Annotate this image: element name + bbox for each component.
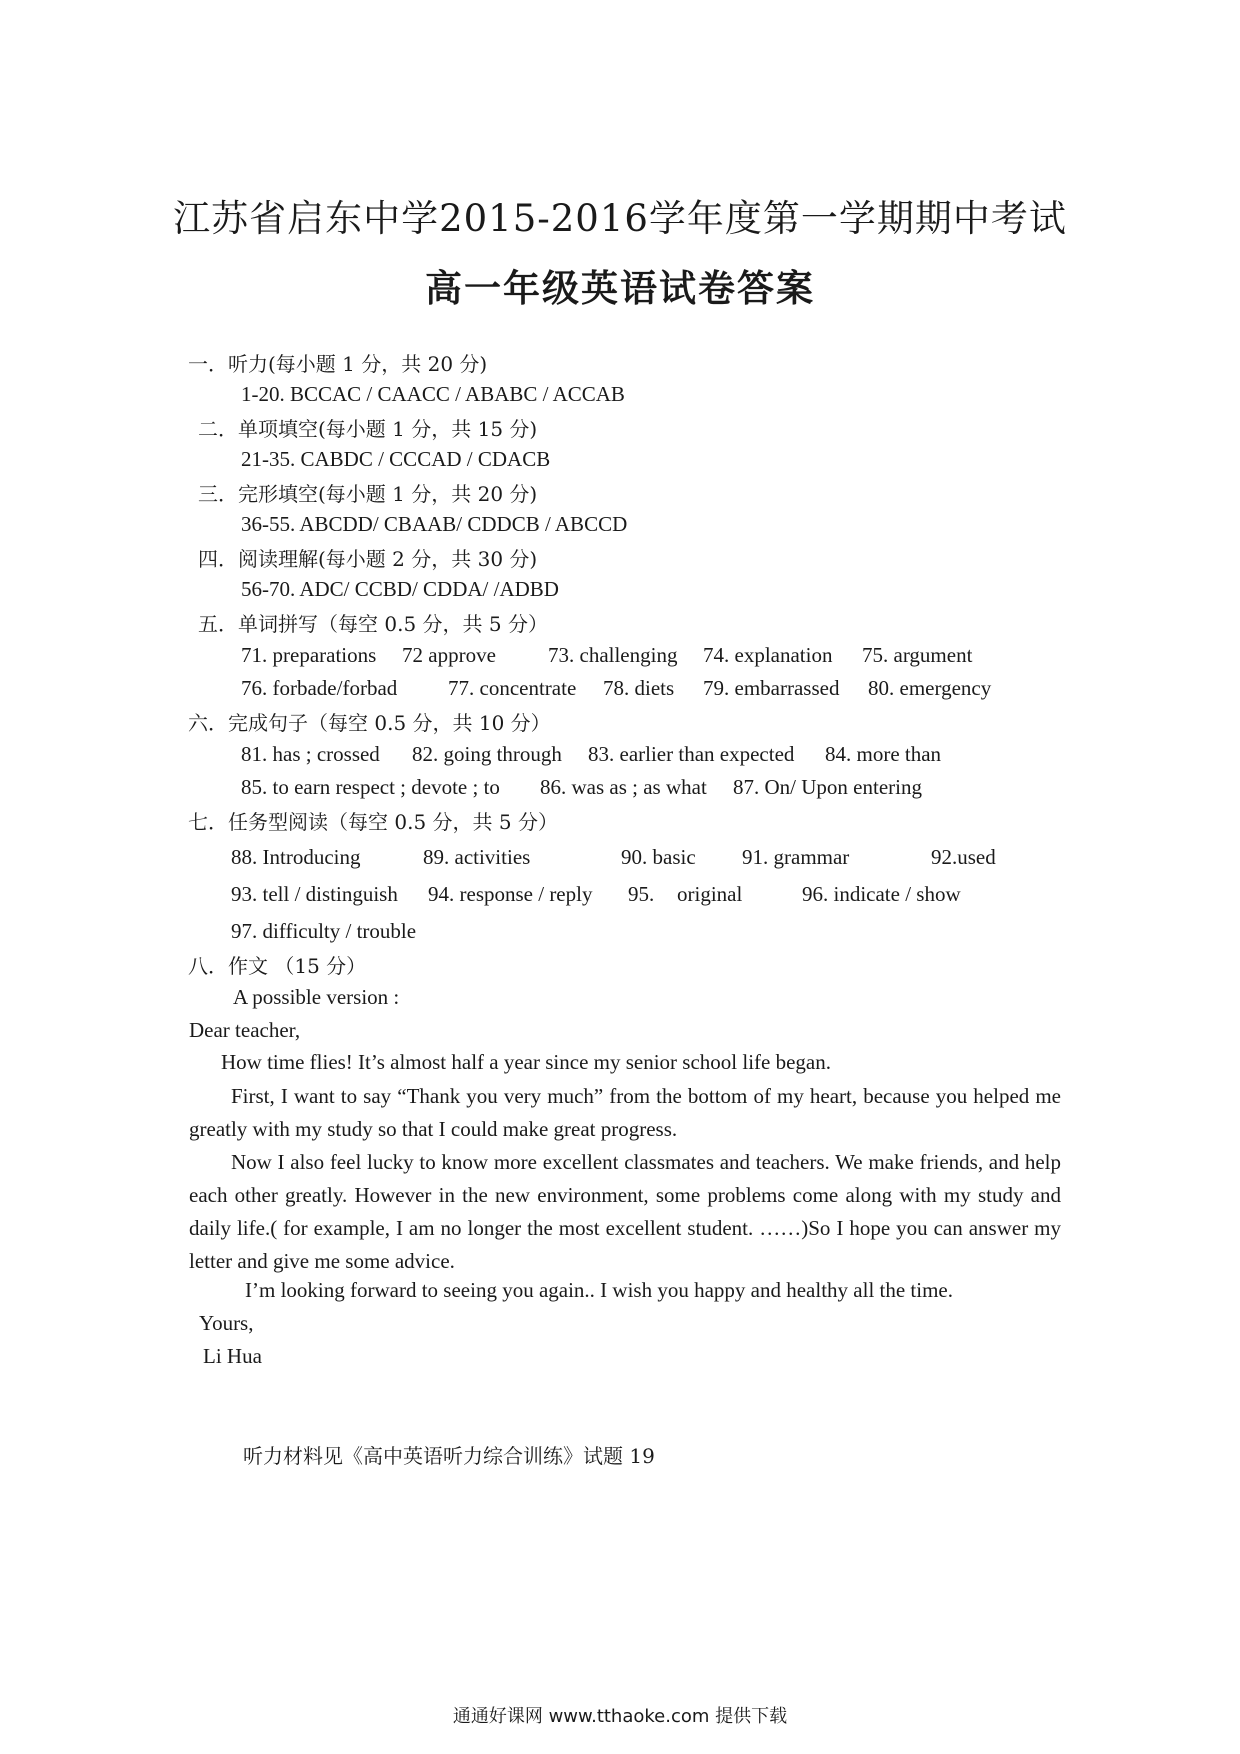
answer-81: 81. has ; crossed xyxy=(241,742,380,766)
essay-signature: Li Hua xyxy=(203,1344,262,1368)
answer-88: 88. Introducing xyxy=(231,845,361,869)
answer-85: 85. to earn respect ; devote ; to xyxy=(241,775,500,799)
answer-97: 97. difficulty / trouble xyxy=(231,919,417,943)
listening-material-note: 听力材料见《高中英语听力综合训练》试题 19 xyxy=(243,1444,655,1468)
answer-84: 84. more than xyxy=(825,742,942,766)
section-3-title: 三．完形填空(每小题 1 分，共 20 分) xyxy=(198,482,538,506)
answer-89: 89. activities xyxy=(423,845,531,869)
answer-78: 78. diets xyxy=(603,676,675,700)
answer-77: 77. concentrate xyxy=(448,676,577,700)
answer-86: 86. was as ; as what xyxy=(540,775,707,799)
answer-91: 91. grammar xyxy=(742,845,850,869)
answer-75: 75. argument xyxy=(862,643,973,667)
essay-intro: A possible version : xyxy=(233,985,400,1009)
answer-80: 80. emergency xyxy=(868,676,992,700)
section-3-answers: 36-55. ABCDD/ CBAAB/ CDDCB / ABCCD xyxy=(241,512,628,536)
answer-96: 96. indicate / show xyxy=(802,882,961,906)
section-6-title: 六．完成句子（每空 0.5 分，共 10 分） xyxy=(188,711,551,735)
answer-92: 92.used xyxy=(931,845,996,869)
school-exam-title: 江苏省启东中学2015-2016学年度第一学期期中考试 xyxy=(173,197,1067,240)
section-4-title: 四．阅读理解(每小题 2 分，共 30 分) xyxy=(198,547,538,571)
answer-93: 93. tell / distinguish xyxy=(231,882,398,906)
essay-paragraph-3: Now I also feel lucky to know more excellent classmates and teachers. We make friends, and help each other greatly. However in the new environment, some problems come along with my study and daily life.( for example, I am no longer the most excellent student. ……)So I hope you can answer my letter and give me some advice. xyxy=(189,1150,1061,1273)
answer-95: original xyxy=(677,882,743,906)
essay-closing: Yours, xyxy=(199,1311,254,1335)
section-2-title: 二．单项填空(每小题 1 分，共 15 分) xyxy=(198,417,538,441)
answer-83: 83. earlier than expected xyxy=(588,742,795,766)
answer-87: 87. On/ Upon entering xyxy=(733,775,922,799)
answer-90: 90. basic xyxy=(621,845,696,869)
essay-paragraph-2: First, I want to say “Thank you very much” from the bottom of my heart, because you helped me greatly with my study so that I could make great progress. xyxy=(189,1084,1061,1141)
section-2-answers: 21-35. CABDC / CCCAD / CDACB xyxy=(241,447,551,471)
section-7-title: 七．任务型阅读（每空 0.5 分，共 5 分） xyxy=(188,810,558,834)
section-5-title: 五．单词拼写（每空 0.5 分，共 5 分） xyxy=(198,612,548,636)
essay-paragraph-1: How time flies! It’s almost half a year since my senior school life began. xyxy=(221,1050,831,1074)
answer-73: 73. challenging xyxy=(548,643,678,667)
section-8-title: 八．作文 （15 分） xyxy=(188,954,367,978)
section-1-title: 一．听力(每小题 1 分，共 20 分) xyxy=(188,352,488,376)
section-1-answers: 1-20. BCCAC / CAACC / ABABC / ACCAB xyxy=(241,382,625,406)
answer-74: 74. explanation xyxy=(703,643,833,667)
essay-paragraph-4: I’m looking forward to seeing you again.. I wish you happy and healthy all the time. xyxy=(245,1278,954,1302)
answer-72: 72 approve xyxy=(402,643,496,667)
answer-94: 94. response / reply xyxy=(428,882,593,906)
answer-76: 76. forbade/forbad xyxy=(241,676,398,700)
answer-71: 71. preparations xyxy=(241,643,377,667)
footer-source: 通通好课网 www.tthaoke.com 提供下载 xyxy=(452,1706,788,1727)
paper-title: 高一年级英语试卷答案 xyxy=(425,267,815,310)
essay-greeting: Dear teacher, xyxy=(189,1018,301,1042)
answer-95-number: 95. xyxy=(628,882,655,906)
section-4-answers: 56-70. ADC/ CCBD/ CDDA/ /ADBD xyxy=(241,577,559,601)
answer-79: 79. embarrassed xyxy=(703,676,840,700)
answer-82: 82. going through xyxy=(412,742,562,766)
